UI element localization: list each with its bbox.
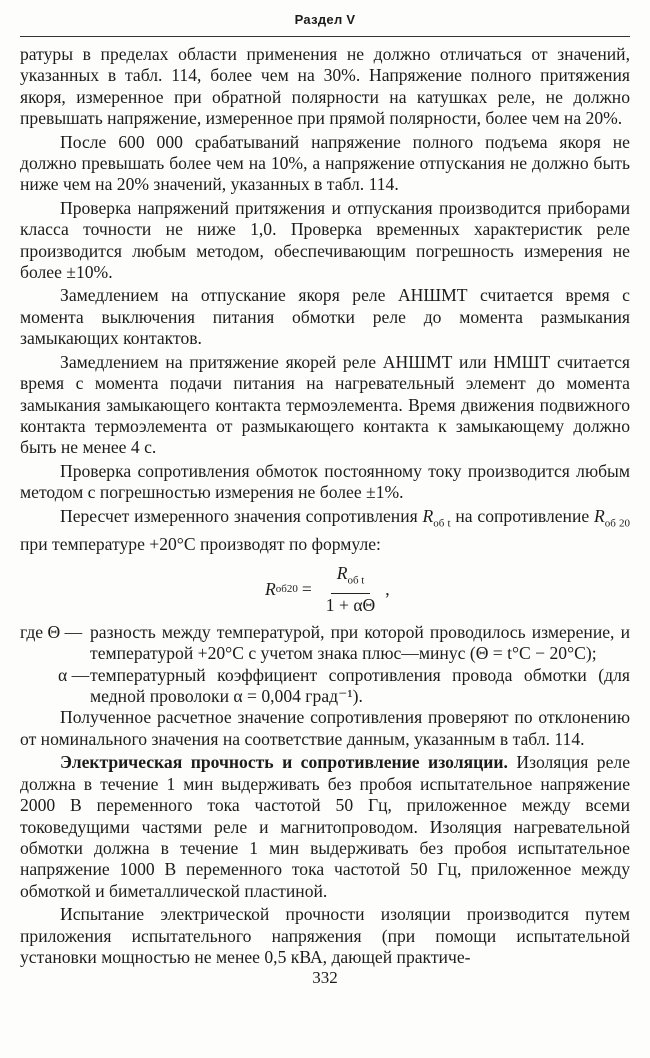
paragraph-2: После 600 000 срабатываний напряжение полного подъема якоря не должно превышать более чем на 10%, а напряжение отпускания не должно быть ниже чем на 20% значений, указанных в табл. 114. bbox=[20, 131, 630, 195]
paragraph-6: Проверка сопротивления обмоток постоянному току производится любым методом с погрешностью измерения не более ±1%. bbox=[20, 460, 630, 503]
page-header bbox=[20, 0, 630, 37]
paragraph-3: Проверка напряжений притяжения и отпускания производится приборами класса точности не ниже 1,0. Проверка временных характеристик реле производится любым методом, обеспечивающим погрешность измерения не более ±10%. bbox=[20, 197, 630, 283]
paragraph-5: Замедлением на притяжение якорей реле АНШМТ или НМШТ считается время с момента подачи питания на нагревательный элемент до момента замыкания замыкающего контакта термоэлемента. Время движения подвижного контакта термоэлемента от размыкающего контакта к замыкающему должно быть не менее 4 с. bbox=[20, 351, 630, 458]
paragraph-1: ратуры в пределах области применения не должно отличаться от значений, указанных в табл. 114, более чем на 30%. Напряжение полного притяжения якоря, измеренное при обратной полярности на катушках реле, не должно превышать напряжение, измеренное при прямой полярности, более чем на 20%. bbox=[20, 44, 630, 129]
definition-theta-text: разность между температурой, при которой проводилось измерение, и температурой +20°C с учетом знака плюс—минус (Θ = t°C − 20°C); bbox=[90, 621, 630, 664]
insulation-heading: Электрическая прочность и сопротивление изоляции. bbox=[60, 752, 508, 773]
paragraph-7-text-a: Пересчет измеренного значения сопротивления bbox=[60, 505, 423, 526]
page-body bbox=[20, 44, 630, 968]
formula-lhs-subscript: об20 bbox=[275, 583, 298, 596]
definition-alpha bbox=[20, 665, 630, 708]
paragraph-4: Замедлением на отпускание якоря реле АНШМТ считается время с момента выключения питания обмотки реле до момента размыкания замыкающих контактов. bbox=[20, 285, 630, 349]
paragraph-9-text: Изоляция реле должна в течение 1 мин выдерживать без пробоя испытательное напряжение 2000 В переменного тока частотой 50 Гц, приложенное между всеми токоведущими частями реле и магнитопроводом. Изоляция нагревательной обмотки должна в течение 1 мин выдерживать без пробоя испытательное напряжение 1000 В переменного тока частотой 50 Гц, приложенное между обмоткой и биметаллической пластиной. bbox=[20, 752, 630, 901]
resistance-symbol-t: R bbox=[422, 505, 434, 526]
definition-theta bbox=[20, 622, 630, 665]
paragraph-7-text-c: при температуре +20°C производят по формуле: bbox=[20, 534, 381, 555]
formula-numerator bbox=[331, 563, 371, 594]
formula-equals: = bbox=[301, 579, 312, 600]
paragraph-7 bbox=[20, 506, 630, 556]
formula-comma: , bbox=[385, 579, 390, 600]
section-title: Раздел V bbox=[294, 12, 356, 27]
paragraph-9 bbox=[20, 752, 630, 902]
paragraph-8: Полученное расчетное значение сопротивления проверяют по отклонению от номинального значения на соответствие данным, указанным в табл. 114. bbox=[20, 707, 630, 749]
formula-lhs: R bbox=[265, 579, 276, 600]
paragraph-10: Испытание электрической прочности изоляции производится путем приложения испытательного напряжения (при помощи испытательной установки мощностью не менее 0,5 кВА, дающей практиче- bbox=[20, 904, 630, 967]
resistance-formula bbox=[20, 560, 630, 620]
page-number: 332 bbox=[312, 968, 338, 987]
resistance-symbol-20: R bbox=[594, 505, 605, 526]
resistance-subscript-t: об t bbox=[433, 517, 451, 530]
formula-numerator-symbol: R bbox=[336, 563, 348, 584]
definition-theta-term: где Θ — bbox=[20, 621, 83, 642]
resistance-subscript-20: об 20 bbox=[604, 517, 630, 530]
formula-denominator: 1 + αΘ bbox=[325, 595, 376, 616]
definition-alpha-term: α — bbox=[58, 664, 90, 685]
formula-fraction bbox=[320, 563, 381, 616]
formula-numerator-subscript: об t bbox=[347, 574, 365, 587]
definition-alpha-text: температурный коэффициент сопротивления провода обмотки (для медной проволоки α = 0,004 град⁻¹). bbox=[90, 664, 630, 707]
paragraph-7-text-b: на сопротивление bbox=[450, 505, 594, 526]
